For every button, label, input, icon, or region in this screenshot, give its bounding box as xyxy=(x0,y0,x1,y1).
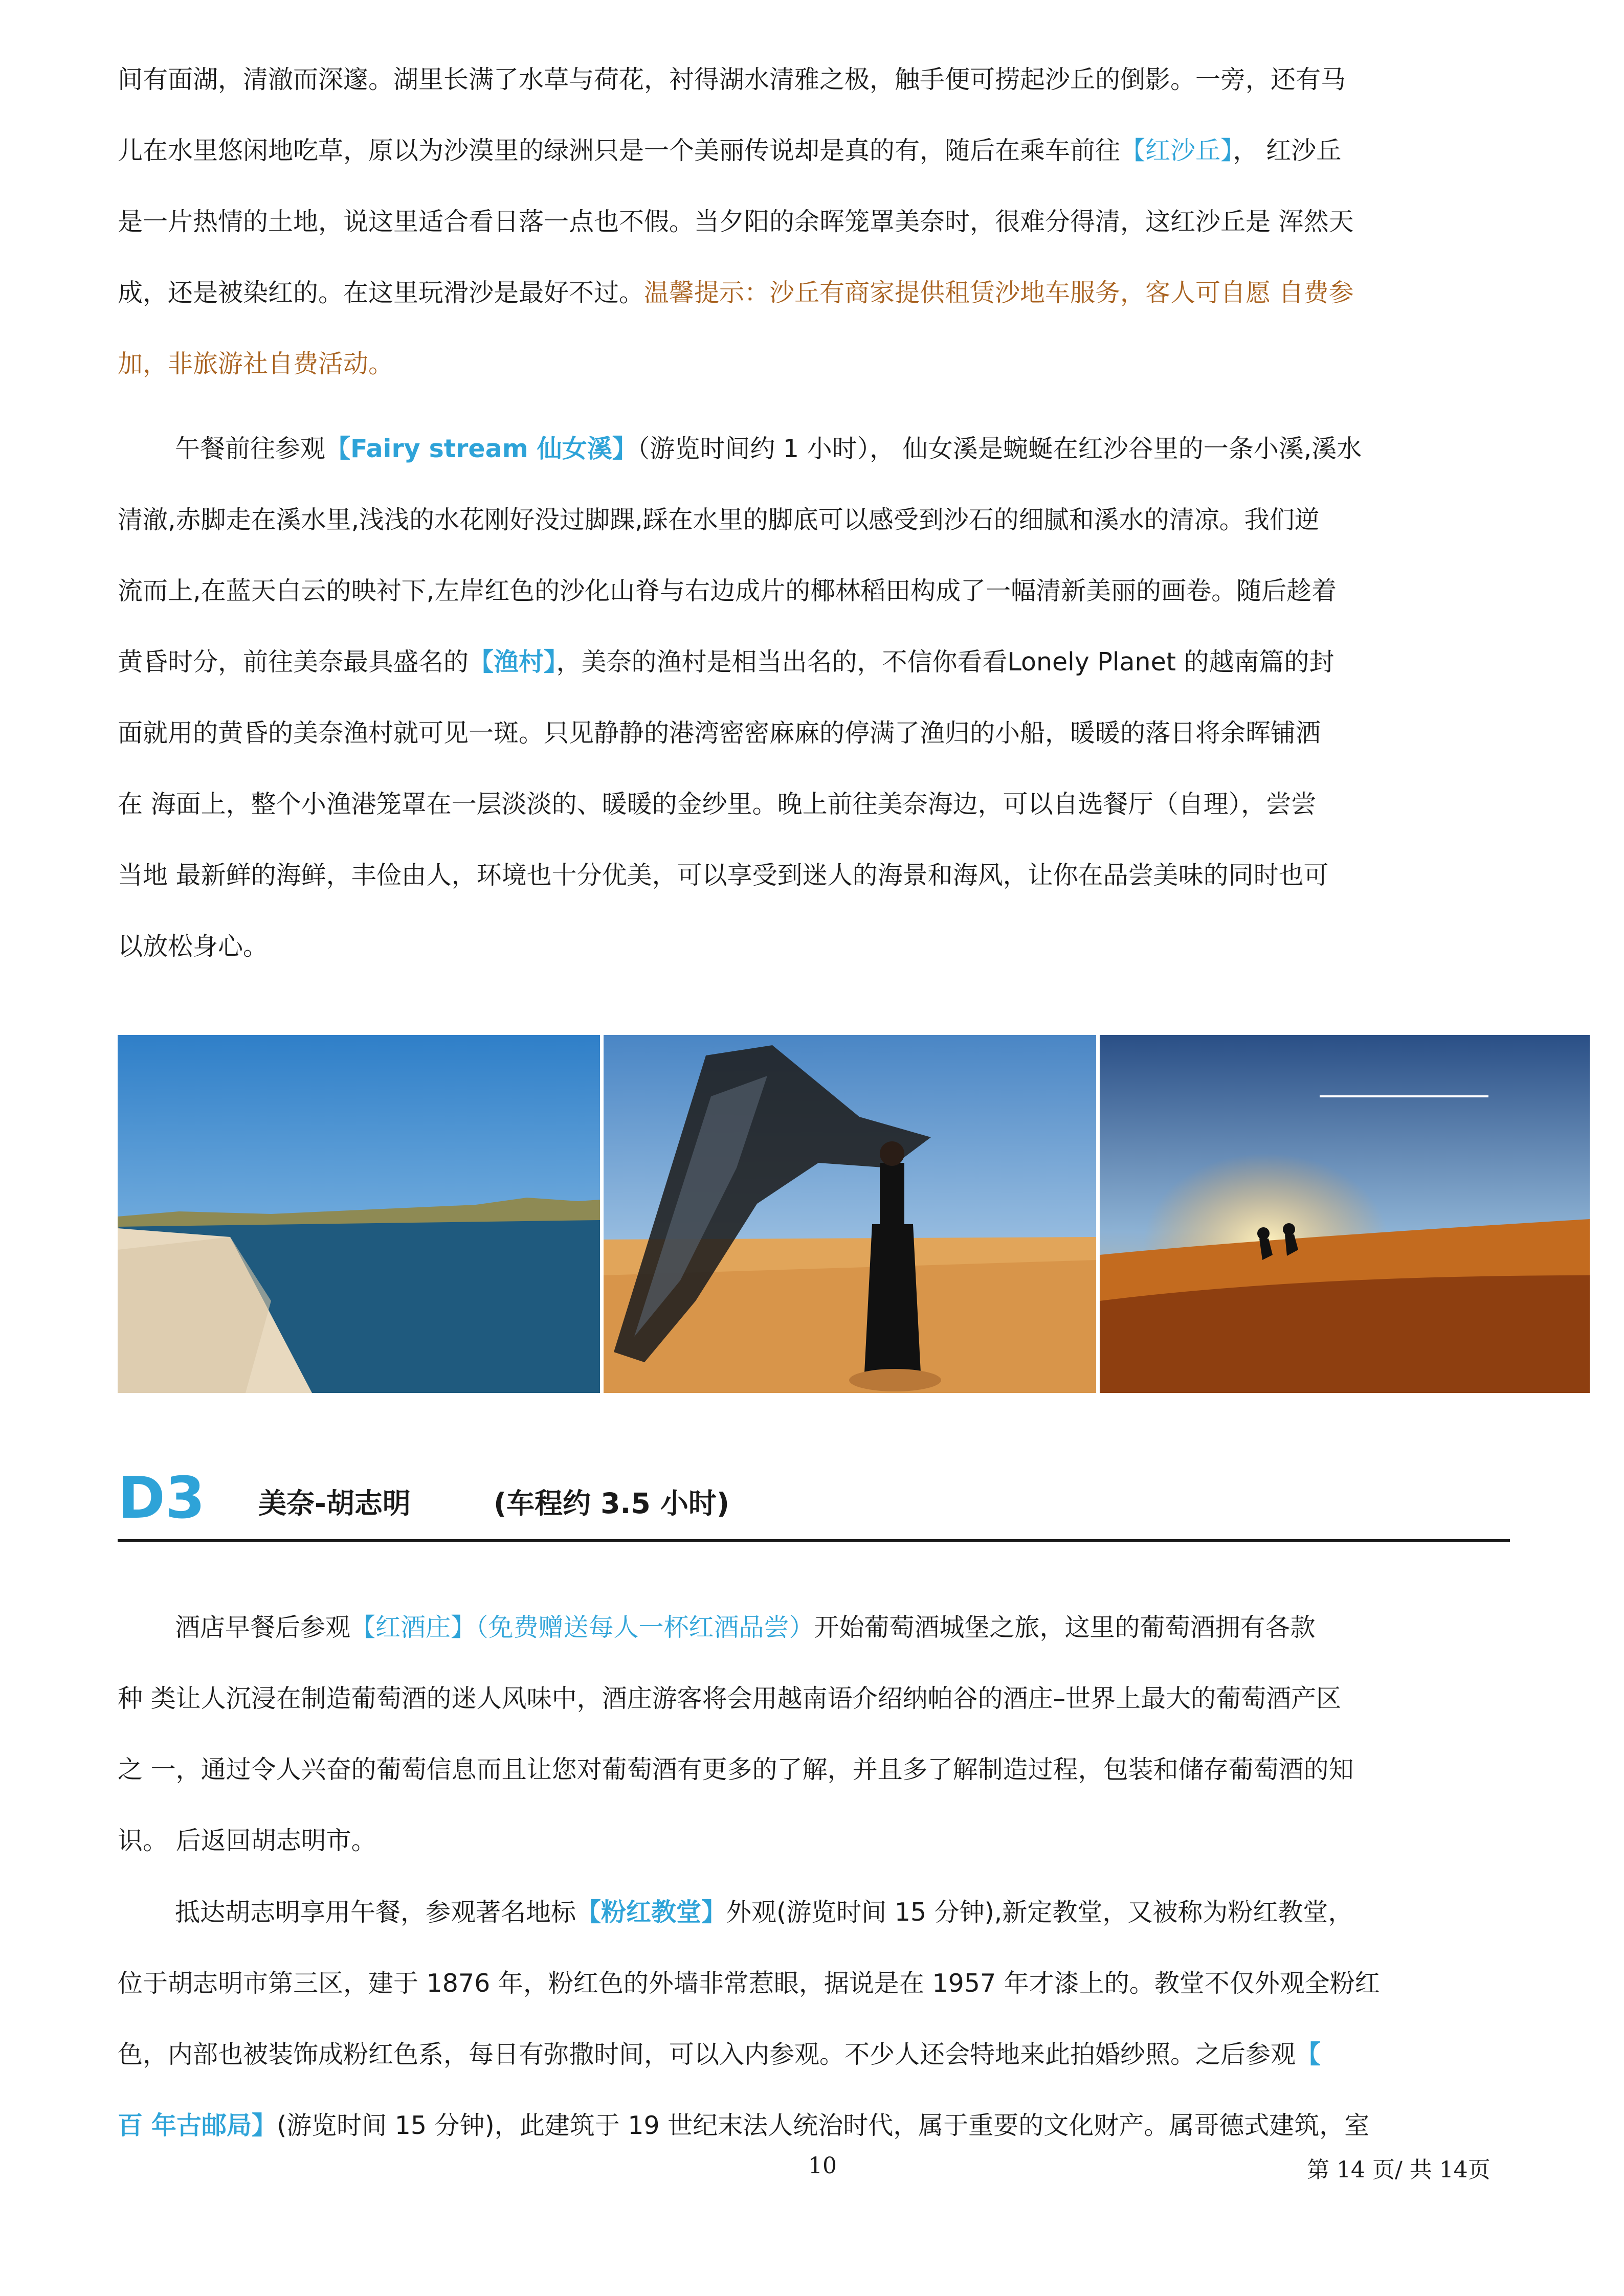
paragraph-red-sand-dunes xyxy=(118,44,1506,399)
text-line: 位于胡志明市第三区，建于 1876 年，粉红色的外墙非常惹眼，据说是在 1957 年才漆上的。教堂不仅外观全粉红 xyxy=(118,1969,1380,1998)
text-line: 识。 后返回胡志明市。 xyxy=(118,1826,376,1855)
text-line: 面就用的黄昏的美奈渔村就可见一斑。只见静静的港湾密密麻麻的停满了渔归的小船，暖暖的落日将余晖铺洒 xyxy=(118,718,1321,748)
text-line: 之 一，通过令人兴奋的葡萄信息而且让您对葡萄酒有更多的了解，并且多了解制造过程，包装和储存葡萄酒的知 xyxy=(118,1755,1354,1784)
text-line: 酒店早餐后参观【红酒庄】（免费赠送每人一杯红酒品尝）开始葡萄酒城堡之旅，这里的葡萄酒拥有各款 xyxy=(175,1613,1316,1642)
text-line: 成，还是被染红的。在这里玩滑沙是最好不过。温馨提示：沙丘有商家提供租赁沙地车服务，客人可自愿 自费参 xyxy=(118,278,1354,307)
text-line: 百 年古邮局】(游览时间 15 分钟)，此建筑于 19 世纪末法人统治时代，属于重要的文化财产。属哥德式建筑，室 xyxy=(118,2111,1370,2140)
day-route-title: 美奈-胡志明 xyxy=(258,1487,411,1520)
text-line: 清澈,赤脚走在溪水里,浅浅的水花刚好没过脚踝,踩在水里的脚底可以感受到沙石的细腻和溪水的清凉。我们逆 xyxy=(118,505,1320,534)
highlight-pink-church: 【粉红教堂】 xyxy=(576,1898,727,1927)
paragraph-winery xyxy=(118,1592,1506,1876)
photo-woman-with-scarf xyxy=(604,1035,1096,1393)
text-line: 在 海面上，整个小渔港笼罩在一层淡淡的、暖暖的金纱里。晚上前往美奈海边，可以自选餐厅（自理），尝尝 xyxy=(118,790,1317,819)
highlight-fishing-village: 【渔村】 xyxy=(469,647,557,677)
highlight-post-office: 百 年古邮局】 xyxy=(118,2111,277,2140)
text-line: 色，内部也被装饰成粉红色系，每日有弥撒时间，可以入内参观。不少人还会特地来此拍婚纱照。之后参观【 xyxy=(118,2040,1321,2069)
text-line: 是一片热情的土地，说这里适合看日落一点也不假。当夕阳的余晖笼罩美奈时，很难分得清，这红沙丘是 浑然天 xyxy=(118,207,1354,236)
page-number: 10 xyxy=(808,2153,837,2179)
text-line: 当地 最新鲜的海鲜，丰俭由人，环境也十分优美，可以享受到迷人的海景和海风，让你在品尝美味的同时也可 xyxy=(118,861,1329,890)
text-line: 以放松身心。 xyxy=(118,932,269,961)
text-line: 黄昏时分，前往美奈最具盛名的【渔村】，美奈的渔村是相当出名的，不信你看看Lonely Planet 的越南篇的封 xyxy=(118,647,1334,677)
text-line: 抵达胡志明享用午餐，参观著名地标【粉红教堂】外观(游览时间 15 分钟),新定教堂，又被称为粉红教堂， xyxy=(175,1898,1353,1927)
text-line: 儿在水里悠闲地吃草，原以为沙漠里的绿洲只是一个美丽传说却是真的有，随后在乘车前往【红沙丘】， 红沙丘 xyxy=(118,136,1342,165)
photo-sunset-dune-runners xyxy=(1100,1035,1590,1393)
text-line: 种 类让人沉浸在制造葡萄酒的迷人风味中，酒庄游客将会用越南语介绍纳帕谷的酒庄–世界上最大的葡萄酒产区 xyxy=(118,1684,1342,1713)
paragraph-pink-church xyxy=(118,1877,1506,2161)
day-heading xyxy=(118,1462,1510,1542)
page-of-total: 第 14 页/ 共 14页 xyxy=(1307,2157,1490,2183)
text-line: 午餐前往参观【Fairy stream 仙女溪】（游览时间约 1 小时）， 仙女溪是蜿蜒在红沙谷里的一条小溪,溪水 xyxy=(175,434,1362,463)
photo-white-dune-lake xyxy=(118,1035,600,1393)
warm-tip: 温馨提示：沙丘有商家提供租赁沙地车服务，客人可自愿 自费参 xyxy=(644,278,1354,307)
day-number: D3 xyxy=(118,1465,205,1532)
day-drive-duration: (车程约 3.5 小时) xyxy=(494,1487,730,1520)
highlight-winery: 【红酒庄】（免费赠送每人一杯红酒品尝） xyxy=(350,1613,814,1642)
photo-strip xyxy=(118,1035,1591,1393)
text-line: 加，非旅游社自费活动。 xyxy=(118,349,394,378)
highlight-red-sand-dune: 【红沙丘】 xyxy=(1120,136,1233,165)
text-line: 间有面湖，清澈而深邃。湖里长满了水草与荷花，衬得湖水清雅之极，触手便可捞起沙丘的倒影。一旁，还有马 xyxy=(118,65,1346,94)
paragraph-fairy-stream xyxy=(118,413,1506,982)
text-line: 流而上,在蓝天白云的映衬下,左岸红色的沙化山脊与右边成片的椰林稻田构成了一幅清新美丽的画卷。随后趁着 xyxy=(118,576,1337,605)
highlight-fairy-stream: 【Fairy stream 仙女溪】 xyxy=(325,434,637,463)
